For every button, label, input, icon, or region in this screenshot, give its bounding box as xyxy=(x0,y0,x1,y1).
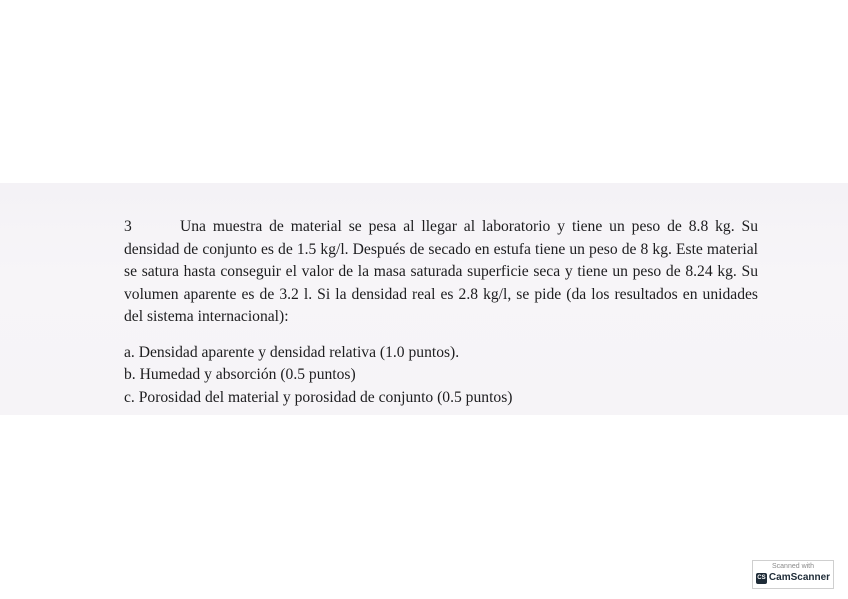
problem-text: Una muestra de material se pesa al llegar al laboratorio y tiene un peso de 8.8 kg. Su densidad de conjunto es de 1.5 kg/l. Después de secado en estufa tiene un peso de 8 kg. Este material se satura hasta conseguir el valor de la masa saturada superficie seca y tiene un peso de 8.24 kg. Su volumen aparente es de 3.2 l. Si la densidad real es 2.8 kg/l, se pide (da los resultados en unidades del sistema internacional): xyxy=(124,218,758,325)
problem-block xyxy=(124,216,758,409)
camscanner-watermark xyxy=(752,560,834,589)
watermark-brand-row xyxy=(753,572,833,584)
question-list xyxy=(124,342,758,410)
question-item-c: c. Porosidad del material y porosidad de conjunto (0.5 puntos) xyxy=(124,388,513,406)
problem-number: 3 xyxy=(124,218,132,235)
question-item-a: a. Densidad aparente y densidad relativa (1.0 puntos). xyxy=(124,343,460,361)
camscanner-logo-icon: CS xyxy=(756,573,767,584)
watermark-top-text: Scanned with xyxy=(771,563,815,570)
watermark-brand-text: CamScanner xyxy=(768,572,831,583)
question-item-b: b. Humedad y absorción (0.5 puntos) xyxy=(124,366,356,383)
problem-statement xyxy=(124,216,758,329)
